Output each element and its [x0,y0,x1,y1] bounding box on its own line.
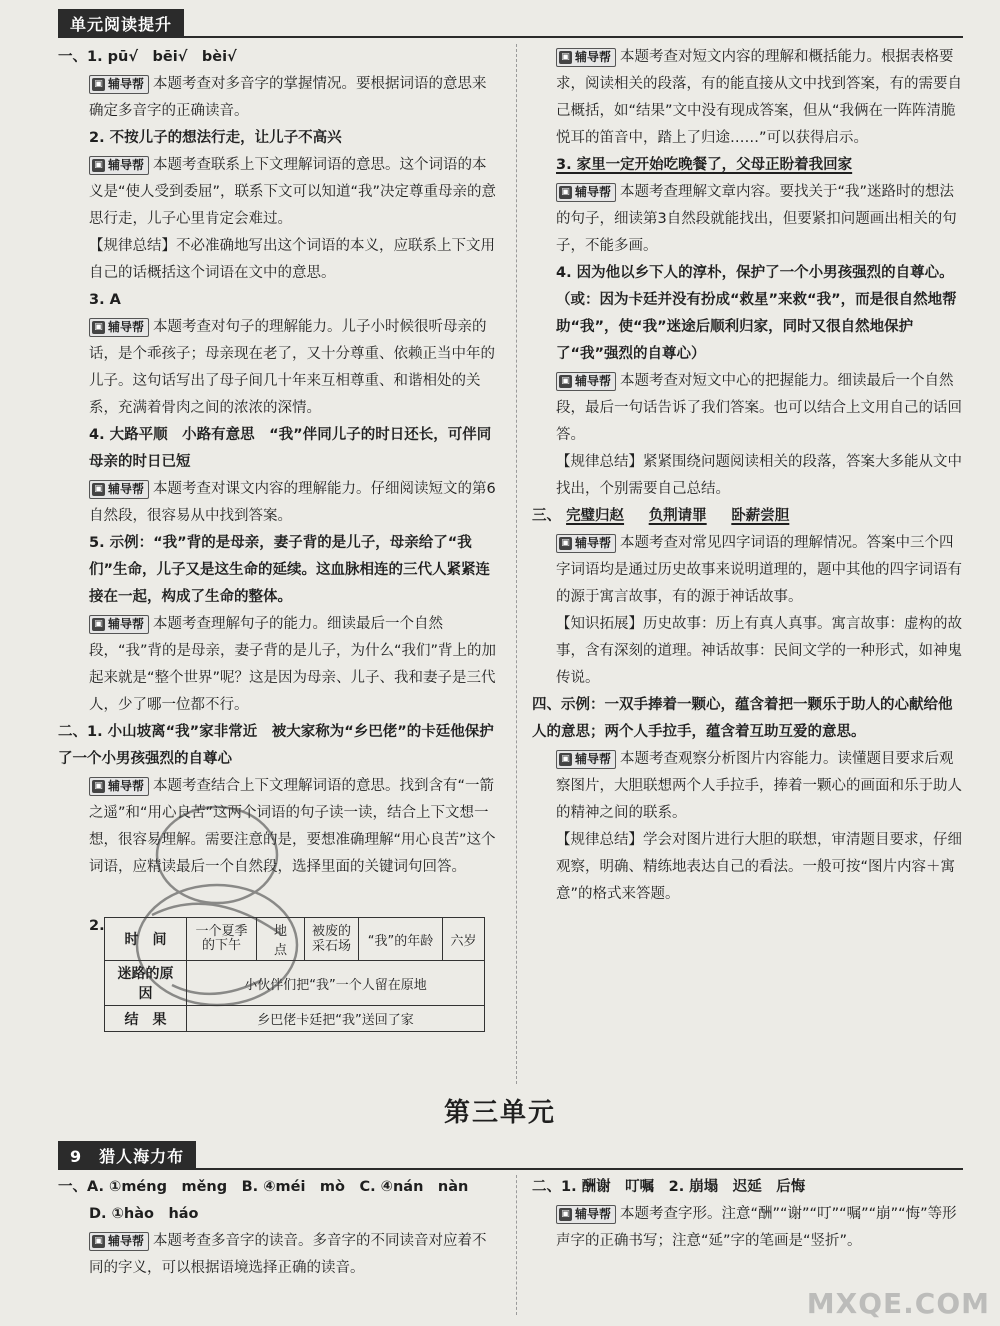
tutor-badge: ▣ 辅导帮 [89,777,149,796]
explanation: 本题考查观察分析图片内容能力。读懂题目要求后观察图片，大胆联想两个人手拉手，捧着一颗心的画面和乐于助人的精神之间的联系。 [556,751,962,821]
idiom-2: 负荆请罪 [648,508,707,524]
table-cell: 结 果 [105,1006,187,1032]
book-icon: ▣ [559,186,572,199]
column-divider [516,44,517,1084]
table-cell: 地 点 [257,918,305,961]
column-divider [516,1175,517,1315]
tutor-badge: ▣ 辅导帮 [89,1232,149,1251]
idiom-3: 卧薪尝胆 [731,508,790,524]
book-icon: ▣ [559,753,572,766]
book-icon: ▣ [92,78,105,91]
answer-1-4: 4. 大路平顺 小路有意思 “我”伴同儿子的时日还长，可伴同母亲的时日已短 [89,427,492,470]
right-column [532,44,966,908]
watermark: MXQE.COM [806,1287,990,1320]
table-cell: 迷路的原因 [105,961,187,1006]
tutor-badge: ▣ 辅导帮 [556,183,616,202]
explanation: 本题考查对常见四字词语的理解情况。答案中三个四字词语均是通过历史故事来说明道理的，题中其他的四字词语有的源于寓言故事，有的源于神话故事。 [556,535,962,605]
book-icon: ▣ [559,537,572,550]
lesson-header [58,1140,196,1170]
answer-9-2: 二、1. 酬谢 叮嘱 2. 崩塌 迟延 后悔 [532,1179,806,1195]
answer-4: 四、示例：一双手捧着一颗心，蕴含着把一颗乐于助人的心献给他人的意思；两个人手拉手，蕴含着互助互爱的意思。 [532,697,953,740]
answer-1-5: 5. 示例：“我”背的是母亲，妻子背的是儿子，母亲给了“我们”生命，儿子又是这生命的延续。这血脉相连的三代人紧紧连接在一起，构成了生命的整体。 [89,535,491,605]
explanation: 本题考查对课文内容的理解能力。仔细阅读短文的第6自然段，很容易从中找到答案。 [89,481,496,524]
answer-2-2-label: 2. [89,918,105,934]
explanation: 本题考查多音字的读音。多音字的不同读音对应着不同的字义，可以根据语境选择正确的读音。 [89,1233,487,1276]
tutor-badge: ▣ 辅导帮 [89,615,149,634]
table-cell: 六岁 [443,918,485,961]
book-icon: ▣ [92,618,105,631]
table-cell: 时 间 [105,918,187,961]
explanation: 本题考查结合上下文理解词语的意思。找到含有“一箭之遥”和“用心良苦”这两个词语的句子读一读，结合上下文想一想，很容易理解。需要注意的是，要想准确理解“用心良苦”这个词语，应精读最后一个自然段，选择里面的关键词句回答。 [89,778,496,875]
tutor-badge: ▣ 辅导帮 [556,534,616,553]
answer-2-1: 二、1. 小山坡离“我”家非常近 被大家称为“乡巴佬”的卡廷他保护了一个小男孩强烈的自尊心 [58,724,494,767]
book-icon: ▣ [559,51,572,64]
answer-3-label: 三、 [532,508,561,524]
tutor-badge: ▣ 辅导帮 [89,75,149,94]
table-cell: 小伙伴们把“我”一个人留在原地 [187,961,485,1006]
bottom-left-column [58,1174,498,1282]
table-cell: 一个夏季的下午 [187,918,257,961]
answer-9-1: 一、A. ①méng měng B. ④méi mò C. ④nán nàn [58,1179,469,1195]
explanation: 本题考查联系上下文理解词语的意思。这个词语的本义是“使人受到委屈”，联系下文可以知道“我”决定尊重母亲的意思行走，儿子心里肯定会难过。 [89,157,497,227]
bottom-right-column [532,1174,966,1255]
tutor-badge: ▣ 辅导帮 [556,48,616,67]
answer-1-3: 3. A [89,292,121,308]
explanation: 本题考查对多音字的掌握情况。要根据词语的意思来确定多音字的正确读音。 [89,76,487,119]
explanation: 本题考查对句子的理解能力。儿子小时候很听母亲的话，是个乖孩子；母亲现在老了，又十分尊重、依赖正当中年的儿子。这句话写出了母子间几十年来互相尊重、和谐相处的关系，充满着骨肉之间的浓浓的深情。 [89,319,495,416]
answer-2-4: 4. 因为他以乡下人的淳朴，保护了一个小男孩强烈的自尊心。（或：因为卡廷并没有扮成“救星”来救“我”，而是很自然地帮助“我”，使“我”迷途后顺利归家，同时又很自然地保护了“我”强烈的自尊心） [556,265,957,362]
knowledge-extension: 【知识拓展】历史故事：历上有真人真事。寓言故事：虚构的故事，含有深刻的道理。神话故事：民间文学的一种形式，如神鬼传说。 [556,616,962,686]
tutor-badge: ▣ 辅导帮 [89,156,149,175]
rule-summary: 【规律总结】不必准确地写出这个词语的本义，应联系上下文用自己的话概括这个词语在文中的意思。 [89,238,495,281]
table-cell: “我”的年龄 [359,918,443,961]
idiom-1: 完璧归赵 [566,508,625,524]
tutor-badge: ▣ 辅导帮 [89,318,149,337]
explanation: 本题考查理解句子的能力。细读最后一个自然段，“我”背的是母亲，妻子背的是儿子，为什么“我们”背上的加起来就是“整个世界”呢？这是因为母亲、儿子、我和妻子是三代人，少了哪一位都不行。 [89,616,497,713]
lesson-rule [58,1168,963,1170]
tutor-badge: ▣ 辅导帮 [89,480,149,499]
tutor-badge: ▣ 辅导帮 [556,372,616,391]
explanation: 本题考查字形。注意“酬”“谢”“叮”“嘱”“崩”“悔”等形声字的正确书写；注意“延”字的笔画是“竖折”。 [556,1206,957,1249]
section-header [58,8,184,38]
explanation: 本题考查对短文内容的理解和概括能力。根据表格要求，阅读相关的段落，有的能直接从文中找到答案，有的需要自己概括，如“结果”文中没有现成答案，但从“我俩在一阵阵清脆悦耳的笛音中，踏上了归途……”可以获得启示。 [556,49,962,146]
lesson-title: 9 猎人海力布 [58,1141,196,1169]
book-icon: ▣ [559,1208,572,1221]
tutor-badge: ▣ 辅导帮 [556,750,616,769]
book-icon: ▣ [92,780,105,793]
answer-2-3: 3. 家里一定开始吃晚餐了，父母正盼着我回家 [556,157,853,173]
answer-9-1-d: D. ①hào háo [89,1206,199,1222]
unit-title: 第三单元 [443,1098,556,1128]
table-cell: 被废的采石场 [305,918,359,961]
book-icon: ▣ [559,375,572,388]
answer-1-1: 一、1. pū√ bēi√ bèi√ [58,49,237,65]
header-rule [58,36,963,38]
tutor-badge: ▣ 辅导帮 [556,1205,616,1224]
book-icon: ▣ [92,483,105,496]
explanation: 本题考查对短文中心的把握能力。细读最后一个自然段，最后一句话告诉了我们答案。也可以结合上文用自己的话回答。 [556,373,962,443]
explanation: 本题考查理解文章内容。要找关于“我”迷路时的想法的句子，细读第3自然段就能找出，但要紧扣问题画出相关的句子，不能多画。 [556,184,957,254]
answer-table [104,917,485,1032]
section-title: 单元阅读提升 [58,9,184,37]
left-column [58,44,498,881]
table-cell: 乡巴佬卡廷把“我”送回了家 [187,1006,485,1032]
book-icon: ▣ [92,159,105,172]
book-icon: ▣ [92,1235,105,1248]
answer-1-2: 2. 不按儿子的想法行走，让儿子不高兴 [89,130,342,146]
book-icon: ▣ [92,321,105,334]
rule-summary: 【规律总结】学会对图片进行大胆的联想，审清题目要求，仔细观察，明确、精练地表达自己的看法。一般可按“图片内容＋寓意”的格式来答题。 [556,832,962,902]
rule-summary: 【规律总结】紧紧围绕问题阅读相关的段落，答案大多能从文中找出，个别需要自己总结。 [556,454,962,497]
